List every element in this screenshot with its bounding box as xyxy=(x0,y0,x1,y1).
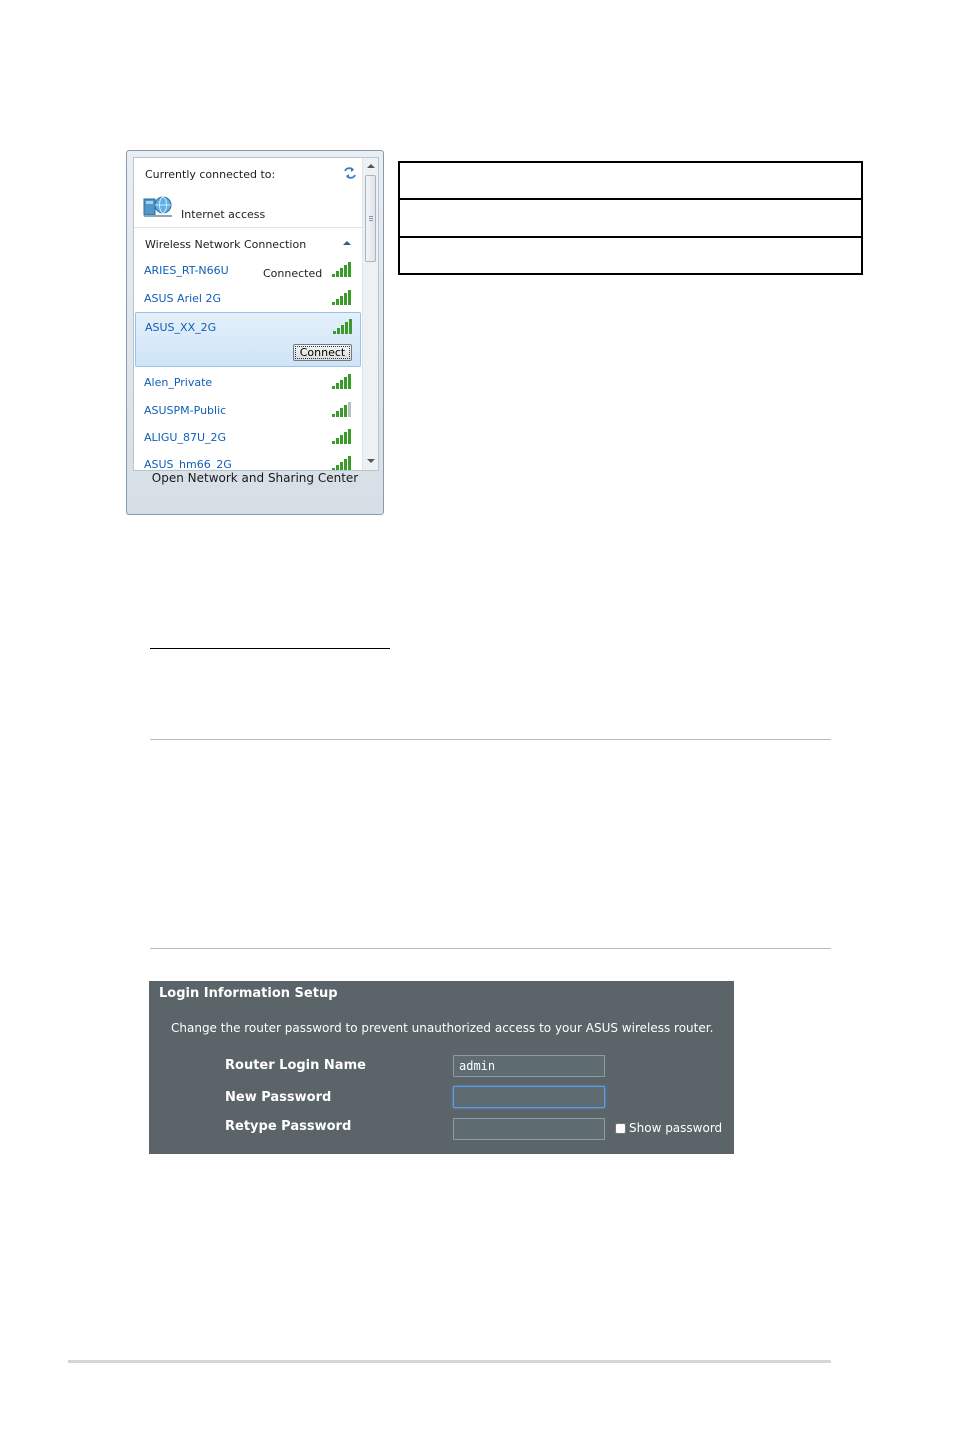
signal-bar xyxy=(340,380,343,389)
signal-bar xyxy=(332,414,335,417)
currently-connected-label: Currently connected to: xyxy=(145,168,276,181)
show-password-label: Show password xyxy=(629,1121,723,1135)
table-row xyxy=(399,162,862,199)
signal-strength-icon xyxy=(331,401,353,417)
signal-bar xyxy=(336,299,339,305)
note-bottom-rule xyxy=(150,948,831,949)
network-name: ASUS_hm66_2G xyxy=(144,458,232,471)
grip-line xyxy=(369,216,373,217)
grip-line xyxy=(369,218,373,219)
signal-strength-icon xyxy=(331,455,353,471)
underline-rule xyxy=(150,648,390,649)
signal-strength-icon xyxy=(331,289,353,305)
scroll-down-arrow-icon[interactable] xyxy=(367,458,375,464)
network-name: ALIGU_87U_2G xyxy=(144,431,227,444)
network-name: ASUSPM-Public xyxy=(144,404,227,417)
internet-access-label: Internet access xyxy=(181,208,266,221)
open-network-sharing-center-link[interactable]: Open Network and Sharing Center xyxy=(151,471,359,485)
scroll-thumb[interactable] xyxy=(365,175,376,262)
signal-bar xyxy=(348,290,351,305)
divider xyxy=(134,227,362,228)
signal-bar xyxy=(336,383,339,389)
signal-bar xyxy=(344,432,347,444)
network-name: ASUS Ariel 2G xyxy=(144,292,221,305)
signal-bar xyxy=(340,408,343,417)
network-name: ASUS_XX_2G xyxy=(145,321,217,334)
new-password-label: New Password xyxy=(225,1090,332,1105)
network-list-panel xyxy=(133,157,379,471)
retype-password-input[interactable] xyxy=(453,1118,605,1140)
show-password-checkbox[interactable] xyxy=(615,1123,626,1134)
signal-bar xyxy=(340,296,343,305)
signal-bar xyxy=(332,302,335,305)
signal-bar xyxy=(344,293,347,305)
note-top-rule xyxy=(150,739,831,740)
signal-bar xyxy=(349,319,352,334)
network-status: Connected xyxy=(263,267,323,280)
table-row xyxy=(399,199,862,236)
router-login-name-label: Router Login Name xyxy=(225,1058,366,1073)
table-cell xyxy=(399,199,862,236)
signal-bar xyxy=(332,441,335,444)
signal-bar xyxy=(345,322,348,334)
network-name: ARIES_RT-N66U xyxy=(144,264,229,277)
scrollbar[interactable] xyxy=(362,158,379,470)
signal-strength-icon xyxy=(331,428,353,444)
grip-line xyxy=(369,220,373,221)
network-globe-icon xyxy=(143,195,173,219)
signal-bar xyxy=(333,331,336,334)
signal-bar xyxy=(348,374,351,389)
new-password-input[interactable] xyxy=(453,1086,605,1108)
network-item[interactable] xyxy=(134,286,362,313)
login-information-setup-panel xyxy=(149,981,734,1154)
network-item[interactable] xyxy=(134,398,362,425)
signal-bar xyxy=(337,328,340,334)
signal-bar xyxy=(348,429,351,444)
signal-bar xyxy=(340,435,343,444)
network-item[interactable] xyxy=(134,425,362,452)
panel-description: Change the router password to prevent unauthorized access to your ASUS wireless router. xyxy=(171,1021,714,1035)
retype-password-label: Retype Password xyxy=(225,1119,352,1134)
signal-bar xyxy=(332,274,335,277)
scroll-up-arrow-icon[interactable] xyxy=(367,163,375,169)
network-flyout xyxy=(126,150,384,515)
signal-strength-icon xyxy=(331,373,353,389)
signal-bar xyxy=(341,325,344,334)
connect-button[interactable]: Connect xyxy=(293,344,352,361)
signal-bar xyxy=(344,405,347,417)
network-item[interactable] xyxy=(134,370,362,397)
network-item[interactable] xyxy=(134,258,362,285)
wireless-connection-section-label: Wireless Network Connection xyxy=(145,238,307,251)
signal-bar xyxy=(344,377,347,389)
network-item[interactable] xyxy=(134,452,362,471)
signal-bar xyxy=(344,265,347,277)
show-password-toggle[interactable] xyxy=(615,1121,722,1135)
network-name: Alen_Private xyxy=(144,376,213,389)
signal-bar xyxy=(336,411,339,417)
signal-bar xyxy=(348,402,351,417)
signal-strength-icon xyxy=(332,318,354,334)
signal-bar xyxy=(340,268,343,277)
signal-bar xyxy=(336,271,339,277)
table-row xyxy=(399,237,862,274)
router-login-name-input[interactable] xyxy=(453,1055,605,1077)
signal-bar xyxy=(340,462,343,471)
signal-bar xyxy=(332,386,335,389)
refresh-icon[interactable] xyxy=(342,165,358,181)
chevron-up-icon[interactable] xyxy=(343,240,351,246)
signal-bar xyxy=(348,456,351,471)
table-cell xyxy=(399,237,862,274)
signal-bar xyxy=(336,438,339,444)
signal-strength-icon xyxy=(331,261,353,277)
info-table xyxy=(398,161,863,275)
network-item[interactable] xyxy=(135,312,361,367)
panel-title: Login Information Setup xyxy=(159,986,338,1001)
table-cell xyxy=(399,162,862,199)
signal-bar xyxy=(348,262,351,277)
page-footer-rule xyxy=(68,1360,831,1363)
signal-bar xyxy=(344,459,347,471)
